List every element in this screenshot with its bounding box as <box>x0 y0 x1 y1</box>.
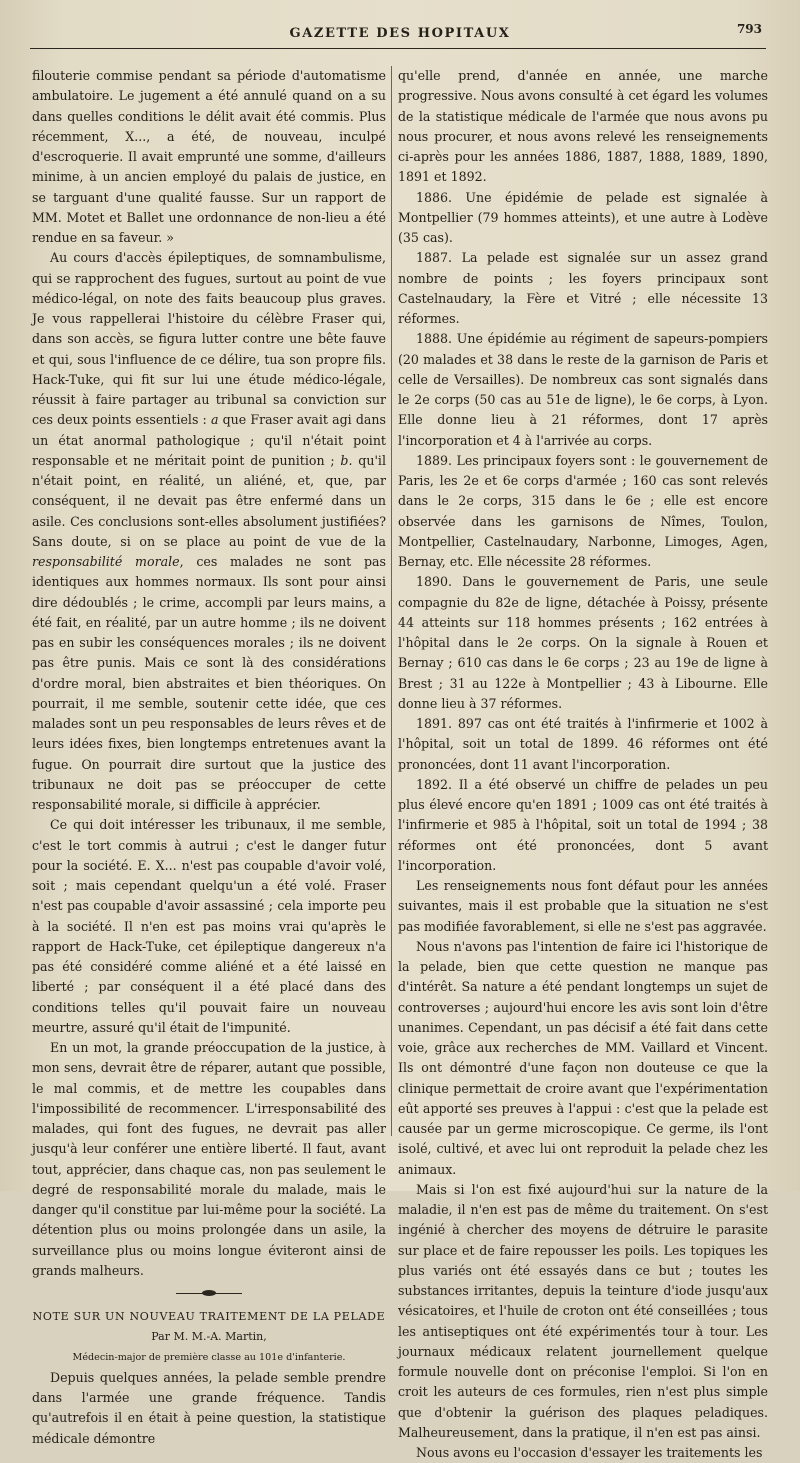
right-column <box>398 66 768 1463</box>
text-run: que Fraser avait agi dans un état anormal pathologique ; qu'il n'était point responsable et ne méritait point de punition ; <box>32 412 386 468</box>
running-header <box>30 20 770 48</box>
author-affiliation: Médecin-major de première classe au 101e d'infanterie. <box>72 1351 346 1363</box>
paragraph: Nous n'avons pas l'intention de faire ici l'historique de la pelade, bien que cette question ne manque pas d'intérêt. Sa nature a été pendant longtemps un sujet de controverses ; aujourd'hui encore les avis sont loin d'être unanimes. Cependant, un pas décisif a été fait dans cette voie, grâce aux recherches de MM. Vaillard et Vincent. Ils ont démontré d'une façon non douteuse ce que la clinique permettait de croire avant que l'expérimentation eût apporté ses preuves à l'appui : c'est que la pelade est causée par un germe microscopique. Ce germe, ils l'ont isolé, cultivé, et avec lui ont reproduit la pelade chez les animaux. <box>398 938 768 1177</box>
header-rule <box>30 48 766 49</box>
year-entry: 1887. La pelade est signalée sur un assez grand nombre de points ; les foyers principaux sont Castelnaudary, la Fère et Vitré ; elle nécessite 13 réformes. <box>398 250 768 326</box>
journal-title: GAZETTE DES HOPITAUX <box>289 26 511 41</box>
paragraph: Nous avons eu l'occasion d'essayer les traitements les <box>416 1445 763 1460</box>
paragraph: Depuis quelques années, la pelade semble prendre dans l'armée une grande fréquence. Tandis qu'autrefois il en était à peine question, la statistique médicale démontre <box>32 1369 386 1446</box>
year-entry: 1889. Les principaux foyers sont : le gouvernement de Paris, les 2e et 6e corps d'armée ; 160 cas sont relevés dans le 2e corps, 315 dans le 6e ; elle est encore observée dans les garnisons de Nîmes, Toulon, Montpellier, Castelnaudary, Narbonne, Limoges, Agen, Bernay, etc. Elle nécessite 28 réformes. <box>398 452 768 569</box>
paragraph <box>32 248 386 815</box>
enumeration-marker: a <box>210 412 219 428</box>
italic-phrase: responsabilité morale <box>32 554 180 569</box>
paragraph: Les renseignements nous font défaut pour les années suivantes, mais il est probable que la situation ne s'est pas modifiée favorablement, si elle ne s'est pas aggravée. <box>398 878 768 934</box>
text-run: Au cours d'accès épileptiques, de somnambulisme, qui se rapprochent des fugues, surtout au point de vue médico-légal, on note des faits beaucoup plus graves. Je vous rappellerai l'histoire du célèbre Fraser qui, dans son accès, se figura lutter contre une bête fauve et qui, sous l'influence de ce délire, tua son propre fils. Hack-Tuke, qui fit sur lui une étude médico-légale, réussit à faire partager au tribunal sa conviction sur ces deux points essentiels : <box>32 250 386 428</box>
year-entry: 1892. Il a été observé un chiffre de pelades un peu plus élevé encore qu'en 1891 ; 1009 cas ont été traités à l'infirmerie et 985 à l'hôpital, soit un total de 1994 ; 38 réformes ont été prononcées, dont 5 avant l'incorporation. <box>398 776 768 873</box>
left-column <box>32 66 386 1449</box>
year-entry: 1890. Dans le gouvernement de Paris, une seule compagnie du 82e de ligne, détachée à Poissy, présente 44 atteints sur 118 hommes présents ; 162 entrées à l'hôpital dans le 2e corps. On la signale à Rouen et Bernay ; 610 cas dans le 6e corps ; 23 au 19e de ligne à Brest ; 31 au 122e à Montpellier ; 43 à Libourne. Elle donne lieu à 37 réformes. <box>398 574 768 711</box>
text-run: qu'il n'était point, en réalité, un aliéné, et, que, par conséquent, il ne devait pas être enfermé dans un asile. Ces conclusions sont-elles absolument justifiées? Sans doute, si on se place au point de vue de la <box>32 452 386 549</box>
section-separator <box>176 1289 242 1297</box>
paragraph: filouterie commise pendant sa période d'automatisme ambulatoire. Le jugement a été annulé quand on a su dans quelles conditions le délit avait été commis. Plus récemment, X..., a été, de nouveau, inculpé d'escroquerie. Il avait emprunté une somme, d'ailleurs minime, à un ancien employé du palais de justice, en se targuant d'une qualité fausse. Sur un rapport de MM. Motet et Ballet une ordonnance de non-lieu a été rendue en sa faveur. » <box>32 68 386 245</box>
article-title: NOTE SUR UN NOUVEAU TRAITEMENT DE LA PELADE <box>32 1310 386 1323</box>
year-entry: 1891. 897 cas ont été traités à l'infirmerie et 1002 à l'hôpital, soit un total de 1899. 46 réformes ont été prononcées, dont 11 avant l'incorporation. <box>398 716 768 772</box>
paragraph: qu'elle prend, d'année en année, une marche progressive. Nous avons consulté à cet égard les volumes de la statistique médicale de l'armée que nous avons pu nous procurer, et nous avons relevé les renseignements ci-après pour les années 1886, 1887, 1888, 1889, 1890, 1891 et 1892. <box>398 68 768 185</box>
paragraph: Mais si l'on est fixé aujourd'hui sur la nature de la maladie, il n'en est pas de même du traitement. On s'est ingénié à chercher des moyens de détruire le parasite sur place et de faire repousser les poils. Les topiques les plus variés ont été essayés dans ce but ; toutes les substances irritantes, depuis la teinture d'iode jusqu'aux vésicatoires, et l'huile de croton ont été conseillées ; tous les antiseptiques ont été expérimentés tour à tour. Les journaux médicaux relatent journellement quelque formule nouvelle dont on préconise l'emploi. Si l'on en croit les auteurs de ces formules, rien n'est plus simple que d'obtenir la guérison des plaques peladiques. Malheureusement, dans la pratique, il n'en est pas ainsi. <box>398 1181 768 1440</box>
paragraph: Ce qui doit intéresser les tribunaux, il me semble, c'est le tort commis à autrui ; c'est le danger futur pour la société. E. X... n'est pas coupable d'avoir volé, soit ; mais cependant quelqu'un a été volé. Fraser n'est pas coupable d'avoir assassiné ; cela importe peu à la société. Il n'en est pas moins vrai qu'après le rapport de Hack-Tuke, cet épileptique dangereux n'a pas été considéré comme aliéné et a été laissé en liberté ; par conséquent il a été placé dans des conditions telles qu'il pouvait faire un nouveau meurtre, assuré qu'il était de l'impunité. <box>32 817 386 1035</box>
year-entry: 1888. Une épidémie au régiment de sapeurs-pompiers (20 malades et 38 dans le reste de la garnison de Paris et celle de Versailles). De nombreux cas sont signalés dans le 2e corps (50 cas au 51e de ligne), le 6e corps, à Lyon. Elle donne lieu à 21 réformes, dont 17 après l'incorporation et 4 à l'arrivée au corps. <box>398 331 768 448</box>
page-number: 793 <box>736 22 762 36</box>
article-author: Par M. M.-A. Martin, <box>151 1330 267 1344</box>
text-run: , ces malades ne sont pas identiques aux hommes normaux. Ils sont pour ainsi dire dédoublés ; le crime, accompli par leurs mains, a été fait, en réalité, par un autre homme ; ils ne doivent pas en subir les conséquences morales ; ils ne doivent pas être punis. Mais ce sont là des considérations d'ordre moral, bien abstraites et bien théoriques. On pourrait, il me semble, soutenir cette idée, que ces malades sont un peu responsables de leurs rêves et de leurs idées fixes, bien longtemps entretenues avant la fugue. On pourrait dire surtout que la justice des tribunaux ne doit pas se préoccuper de cette responsabilité morale, si difficile à apprécier. <box>32 554 387 812</box>
enumeration-marker: b. <box>340 452 353 468</box>
column-divider <box>391 66 392 1136</box>
paragraph: En un mot, la grande préoccupation de la justice, à mon sens, devrait être de réparer, autant que possible, le mal commis, et de mettre les coupables dans l'impossibilité de recommencer. L'irresponsabilité des malades, qui font des fugues, ne devrait pas aller jusqu'à leur conférer une entière liberté. Il faut, avant tout, apprécier, dans chaque cas, non pas seulement le degré de responsabilité morale du malade, mais le danger qu'il constitue par lui-même pour la société. La détention plus ou moins prolongée dans un asile, la surveillance plus ou moins longue éviteront ainsi de grands malheurs. <box>32 1040 386 1278</box>
year-entry: 1886. Une épidémie de pelade est signalée à Montpellier (79 hommes atteints), et une autre à Lodève (35 cas). <box>398 189 768 245</box>
